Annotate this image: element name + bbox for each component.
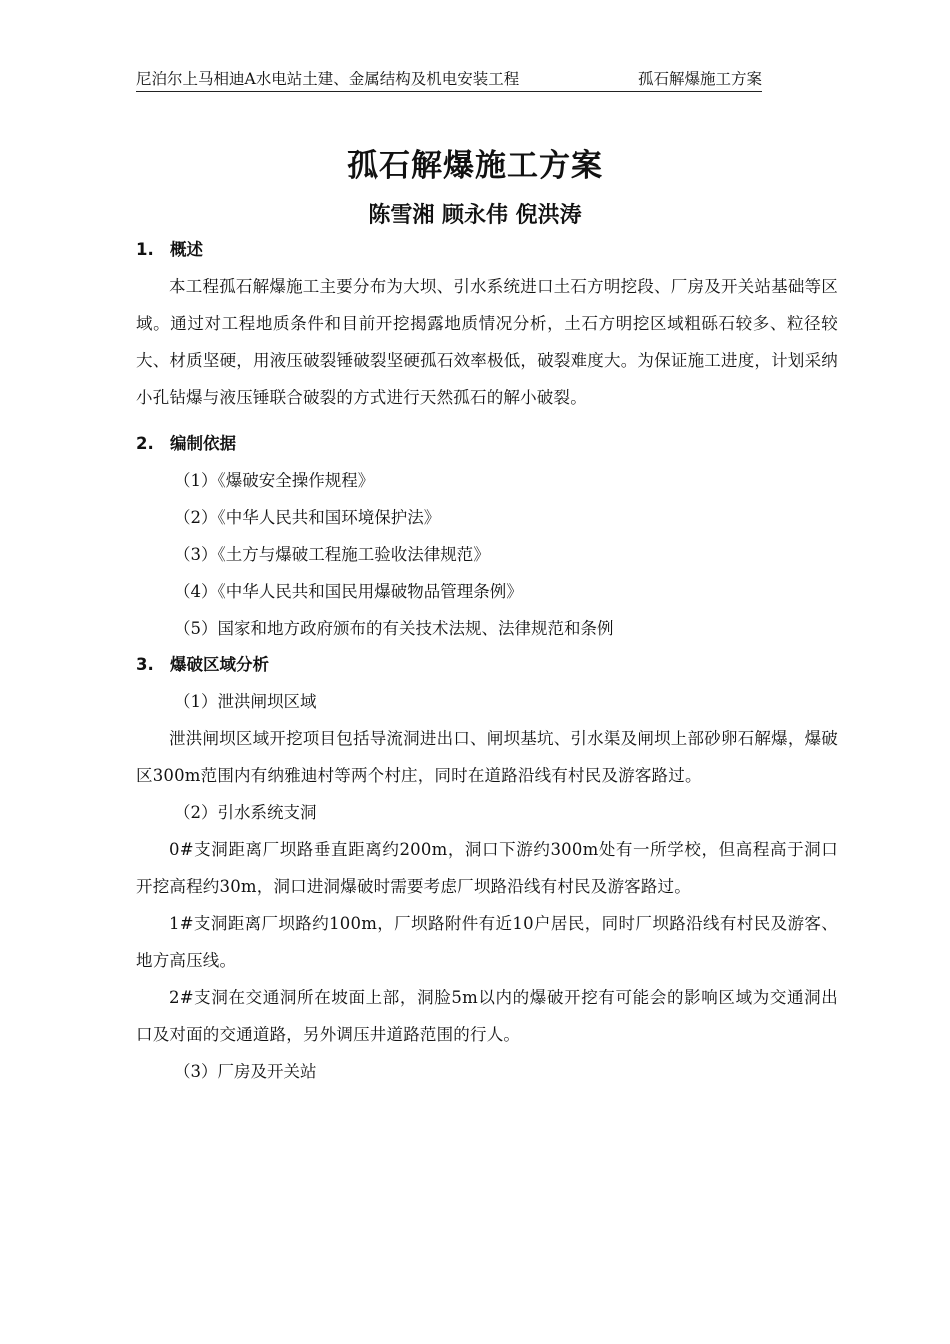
- subsection-adit: （2）引水系统支洞: [174, 803, 317, 822]
- section-number: 3.: [136, 655, 154, 674]
- section-title: 编制依据: [170, 434, 236, 453]
- subsection-spillway: （1）泄洪闸坝区域: [174, 692, 317, 711]
- subsection-powerhouse: （3）厂房及开关站: [174, 1062, 317, 1081]
- section-number: 2.: [136, 434, 154, 453]
- spillway-paragraph: 泄洪闸坝区域开挖项目包括导流洞进出口、闸坝基坑、引水渠及闸坝上部砂卵石解爆，爆破区300m范围内有纳雅迪村等两个村庄，同时在道路沿线有村民及游客路过。: [136, 729, 838, 785]
- adit-0-paragraph: 0#支洞距离厂坝路垂直距离约200m，洞口下游约300m处有一所学校，但高程高于洞口开挖高程约30m，洞口进洞爆破时需要考虑厂坝路沿线有村民及游客路过。: [136, 840, 838, 896]
- document-authors: 陈雪湘 顾永伟 倪洪涛: [368, 203, 582, 228]
- list-item: （2）《中华人民共和国环境保护法》: [174, 508, 441, 527]
- header-doc-title: 孤石解爆施工方案: [637, 70, 762, 88]
- header-project-name: 尼泊尔上马相迪A水电站土建、金属结构及机电安装工程: [136, 70, 520, 88]
- section-heading-overview: [136, 232, 838, 268]
- document-title: 孤石解爆施工方案: [347, 148, 603, 184]
- section-number: 1.: [136, 240, 154, 259]
- section-title: 爆破区域分析: [170, 655, 269, 674]
- document-body: [136, 232, 838, 1090]
- section-title: 概述: [170, 240, 203, 259]
- list-item: （1）《爆破安全操作规程》: [174, 471, 375, 490]
- list-item: （4）《中华人民共和国民用爆破物品管理条例》: [174, 582, 523, 601]
- section-heading-basis: [136, 426, 838, 462]
- section-heading-blast-area: [136, 647, 838, 683]
- list-item: （5）国家和地方政府颁布的有关技术法规、法律规范和条例: [174, 619, 614, 638]
- page-header: [136, 68, 762, 92]
- adit-1-paragraph: 1#支洞距离厂坝路约100m，厂坝路附件有近10户居民，同时厂坝路沿线有村民及游客、地方高压线。: [136, 914, 838, 970]
- adit-2-paragraph: 2#支洞在交通洞所在坡面上部，洞脸5m以内的爆破开挖有可能会的影响区域为交通洞出口及对面的交通道路，另外调压井道路范围的行人。: [136, 988, 838, 1044]
- list-item: （3）《土方与爆破工程施工验收法律规范》: [174, 545, 490, 564]
- overview-paragraph: 本工程孤石解爆施工主要分布为大坝、引水系统进口土石方明挖段、厂房及开关站基础等区域。通过对工程地质条件和目前开挖揭露地质情况分析，土石方明挖区域粗砾石较多、粒径较大、材质坚硬，用液压破裂锤破裂坚硬孤石效率极低，破裂难度大。为保证施工进度，计划采纳小孔钻爆与液压锤联合破裂的方式进行天然孤石的解小破裂。: [136, 277, 838, 407]
